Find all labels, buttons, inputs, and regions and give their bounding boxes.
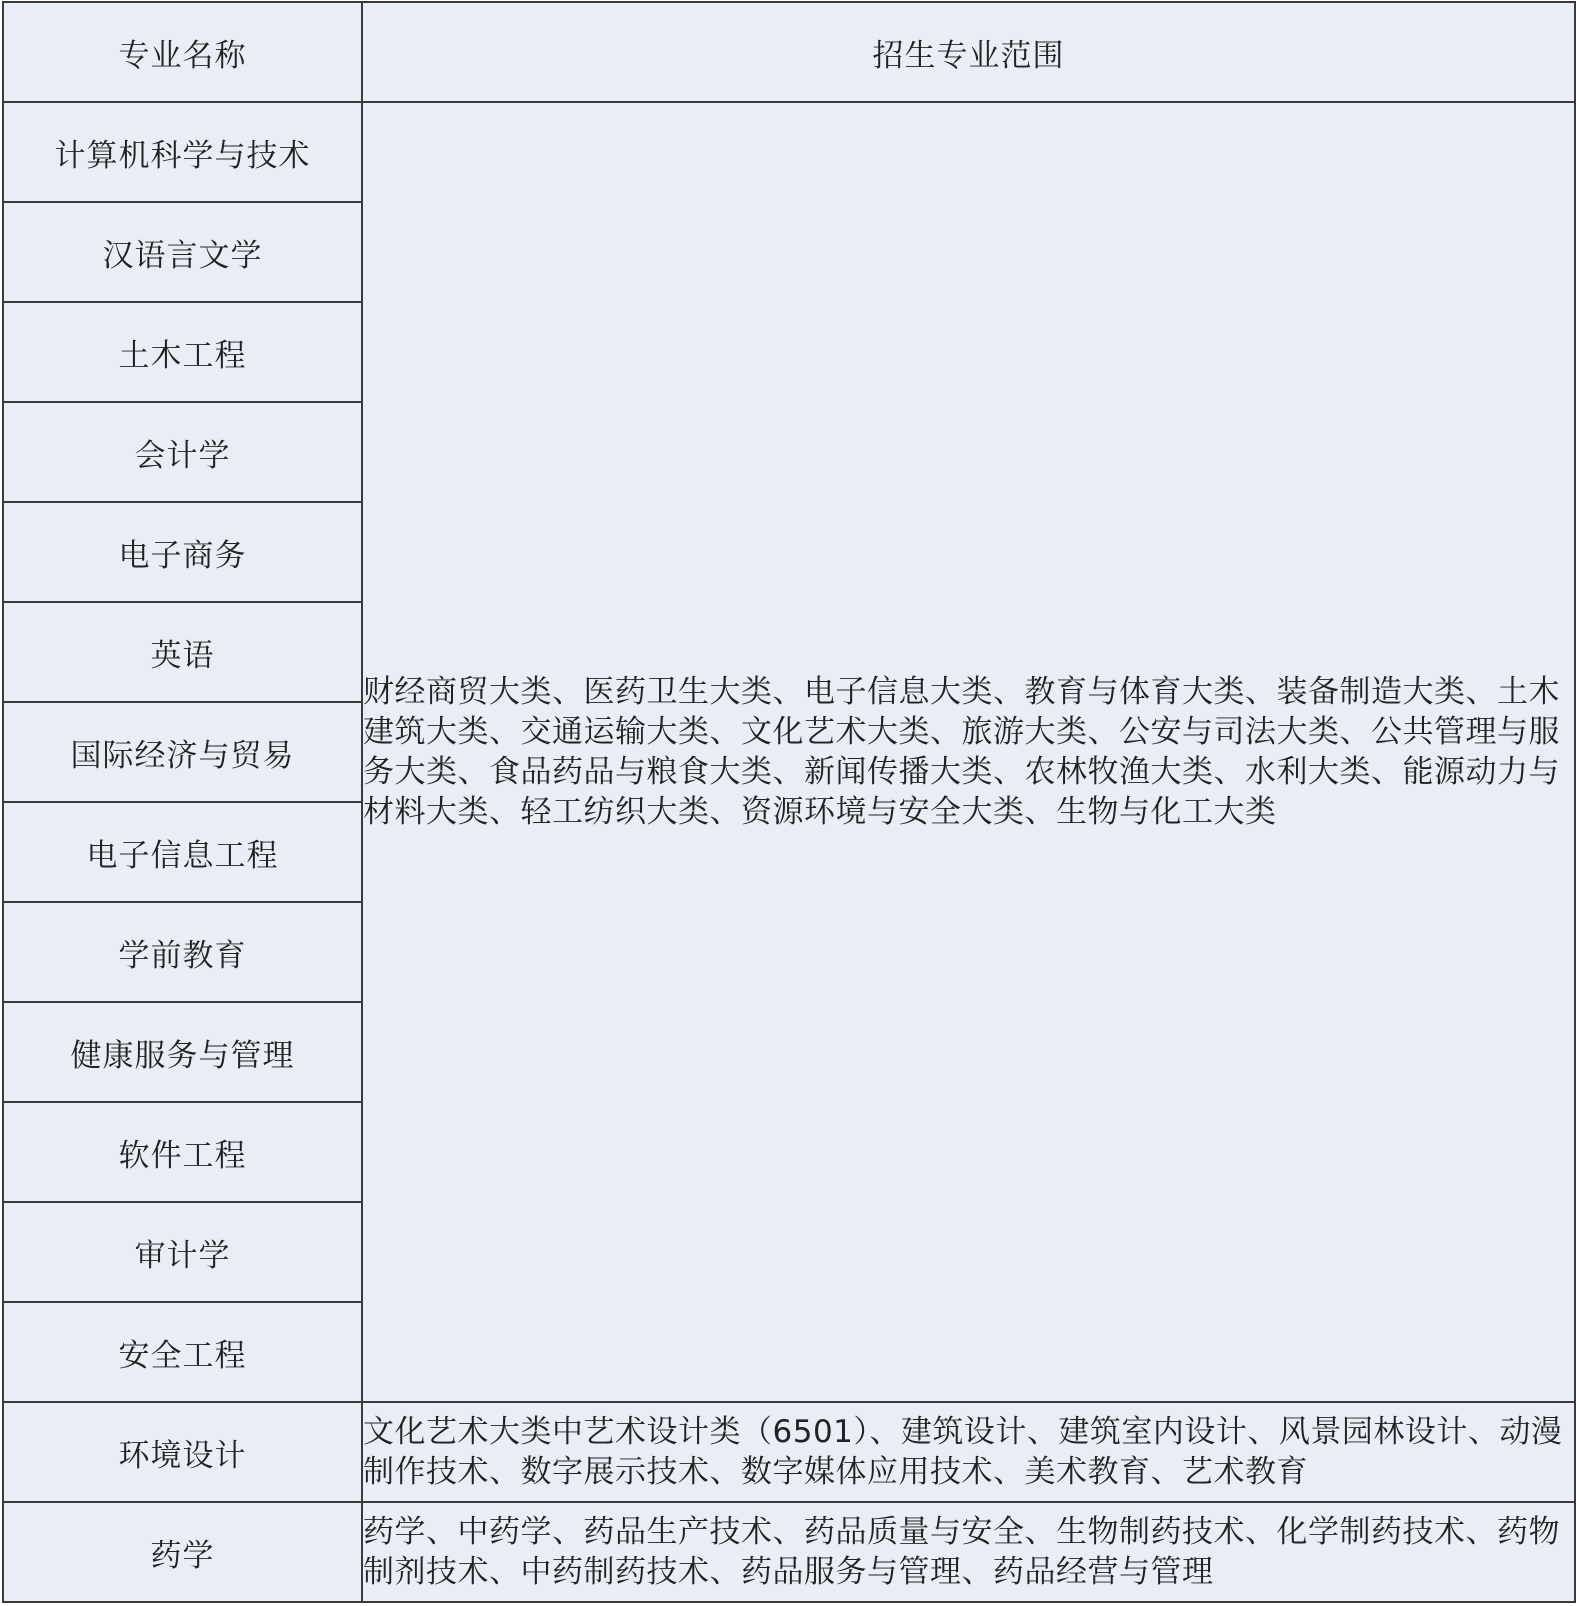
major-name-cell: 土木工程 <box>3 302 362 402</box>
major-name-cell: 安全工程 <box>3 1302 362 1402</box>
major-name-cell: 软件工程 <box>3 1102 362 1202</box>
major-name-cell: 计算机科学与技术 <box>3 102 362 202</box>
major-name-cell: 学前教育 <box>3 902 362 1002</box>
table-row <box>3 1402 1575 1502</box>
table-row <box>3 1502 1575 1602</box>
major-name-cell: 英语 <box>3 602 362 702</box>
major-name-cell: 电子信息工程 <box>3 802 362 902</box>
range-cell-env-design: 文化艺术大类中艺术设计类（6501）、建筑设计、建筑室内设计、风景园林设计、动漫制作技术、数字展示技术、数字媒体应用技术、美术教育、艺术教育 <box>362 1402 1575 1502</box>
header-range: 招生专业范围 <box>362 2 1575 102</box>
major-name-cell: 健康服务与管理 <box>3 1002 362 1102</box>
major-name-cell: 汉语言文学 <box>3 202 362 302</box>
table-header-row <box>3 2 1575 102</box>
enrollment-major-table <box>2 1 1576 1603</box>
major-name-cell: 审计学 <box>3 1202 362 1302</box>
major-name-cell: 会计学 <box>3 402 362 502</box>
shared-range-cell: 财经商贸大类、医药卫生大类、电子信息大类、教育与体育大类、装备制造大类、土木建筑大类、交通运输大类、文化艺术大类、旅游大类、公安与司法大类、公共管理与服务大类、食品药品与粮食大类、新闻传播大类、农林牧渔大类、水利大类、能源动力与材料大类、轻工纺织大类、资源环境与安全大类、生物与化工大类 <box>362 102 1575 1402</box>
major-name-cell: 国际经济与贸易 <box>3 702 362 802</box>
table-row <box>3 102 1575 202</box>
header-major-name: 专业名称 <box>3 2 362 102</box>
major-name-cell: 电子商务 <box>3 502 362 602</box>
range-cell-pharmacy: 药学、中药学、药品生产技术、药品质量与安全、生物制药技术、化学制药技术、药物制剂技术、中药制药技术、药品服务与管理、药品经营与管理 <box>362 1502 1575 1602</box>
major-name-cell-env-design: 环境设计 <box>3 1402 362 1502</box>
major-name-cell-pharmacy: 药学 <box>3 1502 362 1602</box>
